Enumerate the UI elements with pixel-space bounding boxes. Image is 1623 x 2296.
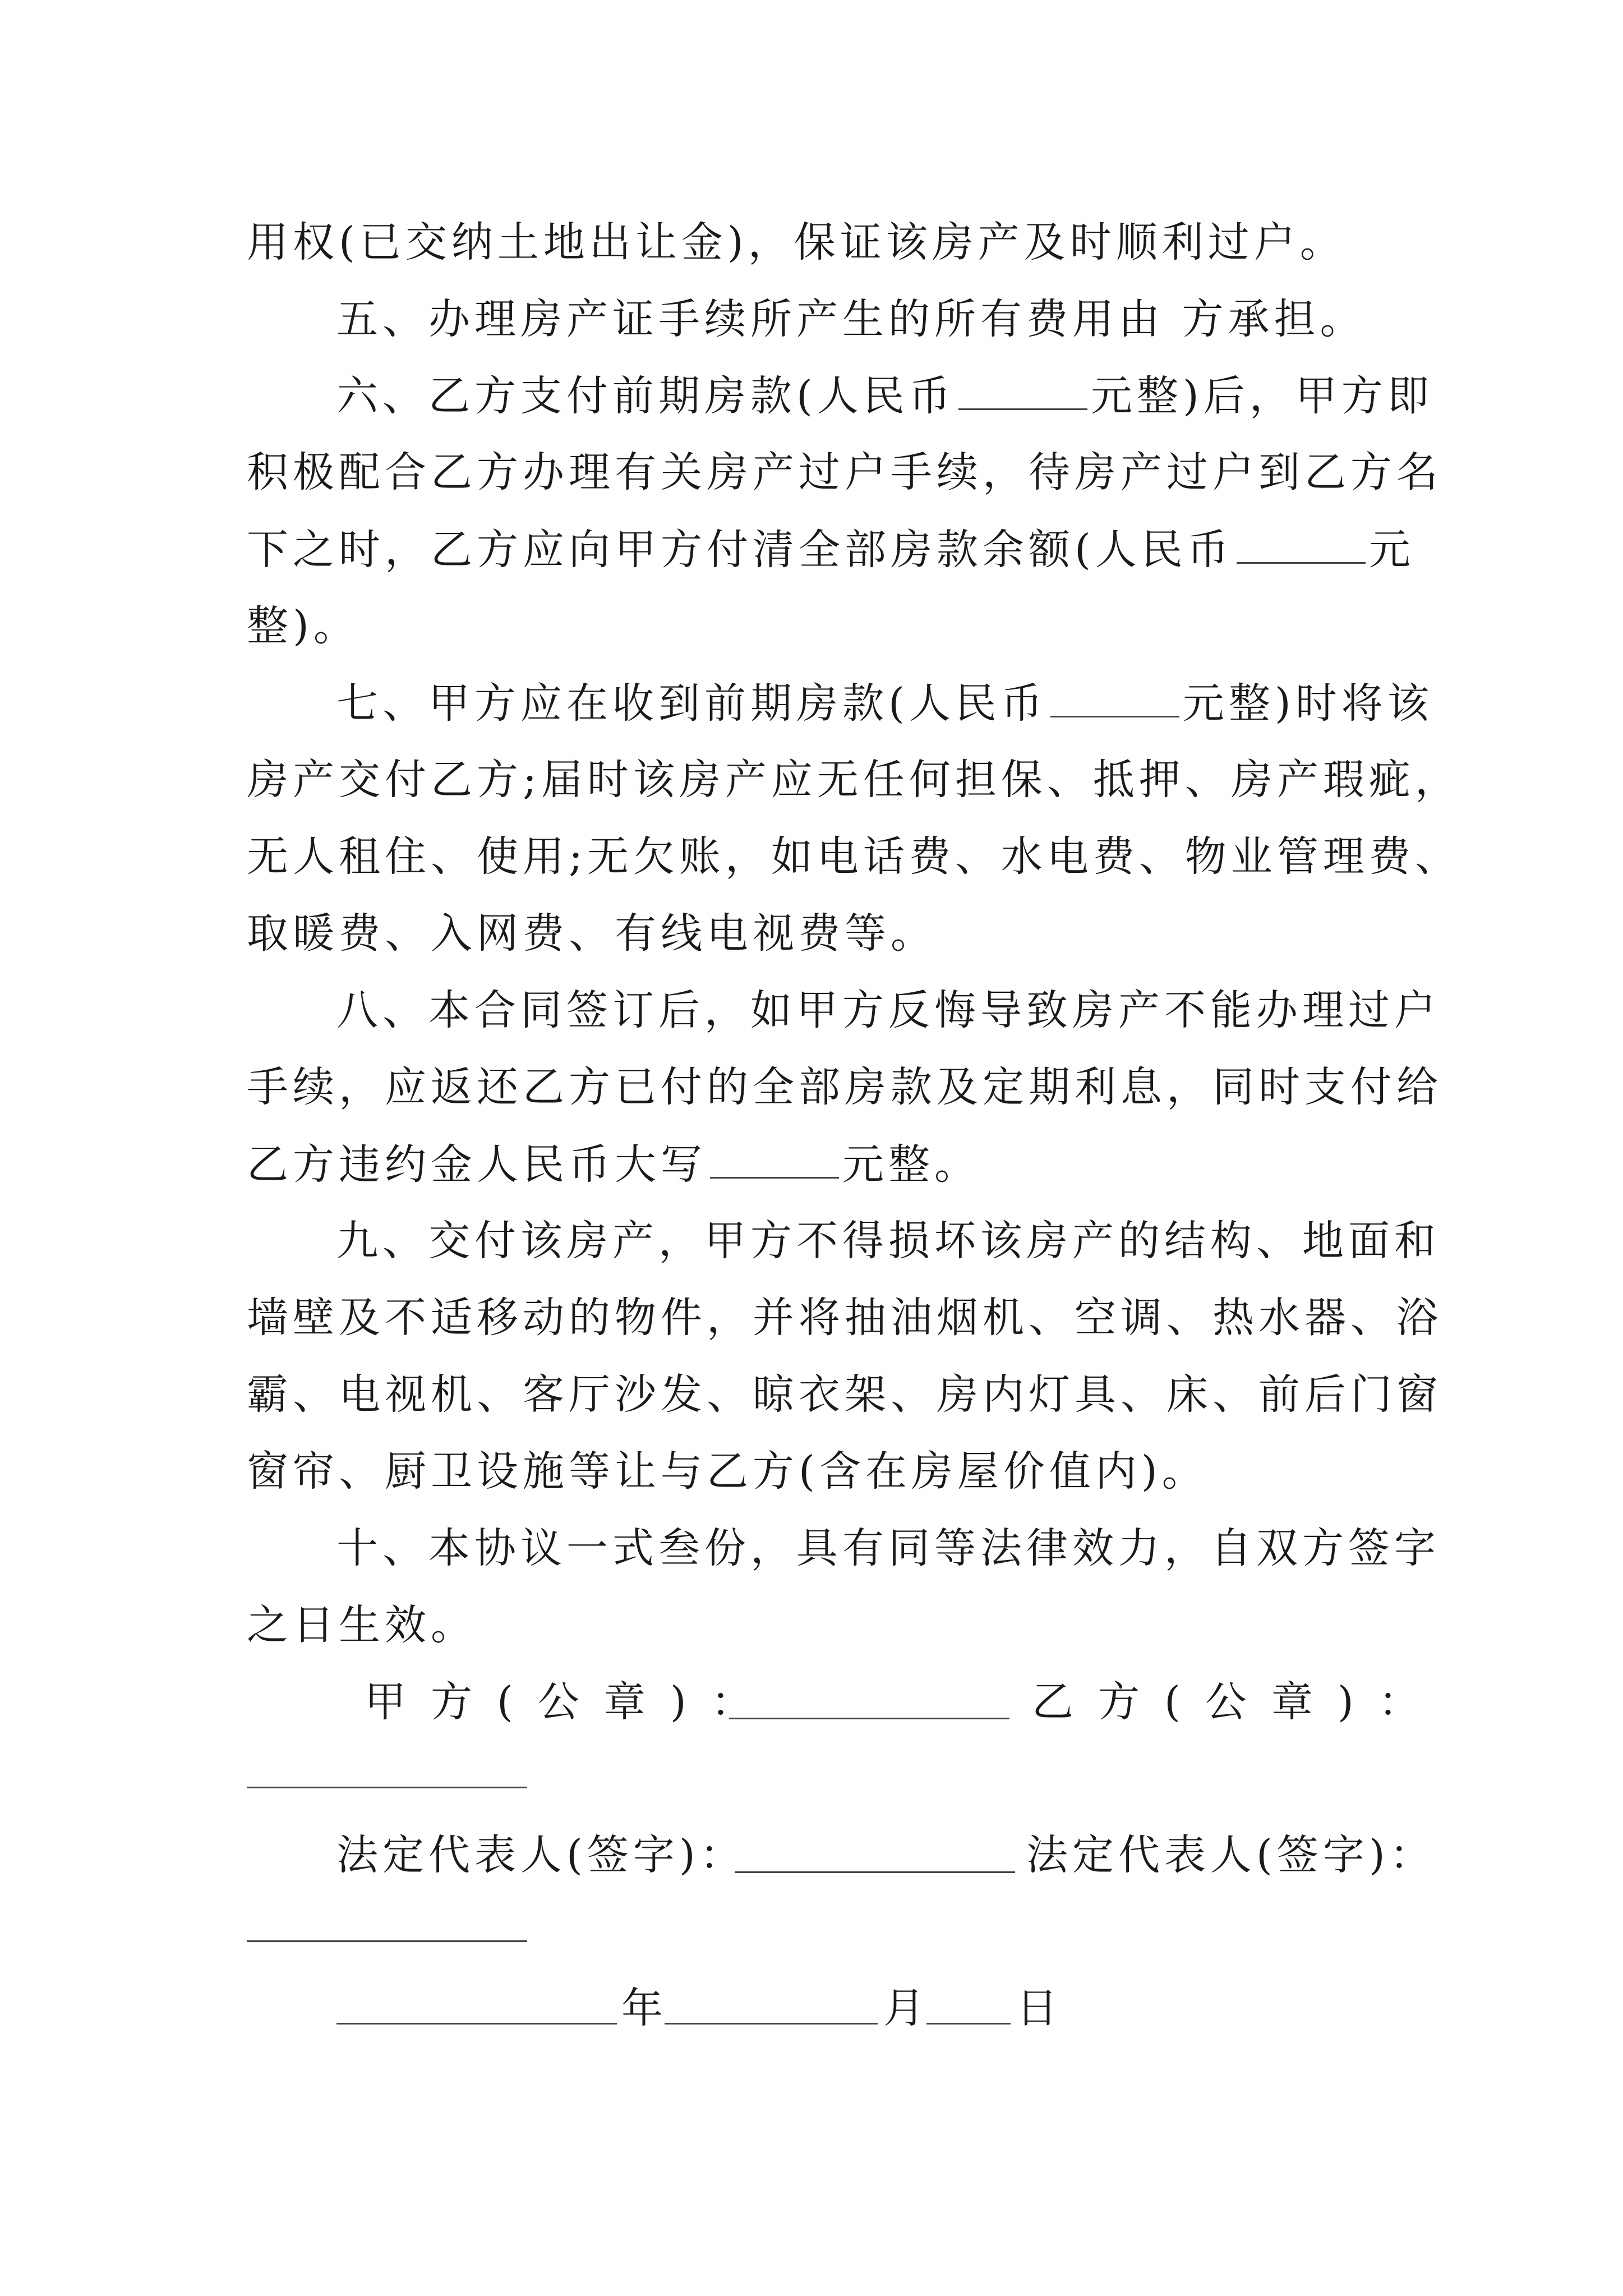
day-label: 日 — [1016, 1984, 1062, 2032]
year-label: 年 — [621, 1984, 667, 2032]
rep-a-signature-blank — [735, 1871, 1015, 1873]
clause-8-text-b: 元整。 — [842, 1140, 980, 1189]
party-a-seal-blank — [729, 1718, 1009, 1719]
clause-6-text-a: 六、乙方支付前期房款(人民币 — [336, 372, 955, 420]
party-b-seal-label: 乙方(公章)： — [1032, 1678, 1445, 1726]
clause-6-line-1 — [336, 372, 1433, 420]
party-b-seal-blank — [247, 1787, 527, 1788]
clause-7-text-a: 七、甲方应在收到前期房款(人民币 — [336, 679, 1047, 728]
party-a-seal-label: 甲方(公章)： — [365, 1678, 777, 1726]
blank-balance-amount — [1237, 528, 1366, 564]
clause-6-text-c: 下之时，乙方应向甲方付清全部房款余额(人民币 — [247, 526, 1233, 574]
clause-10-line-2: 之日生效。 — [247, 1601, 477, 1649]
clause-8-line-1: 八、本合同签订后，如甲方反悔导致房产不能办理过户 — [336, 986, 1440, 1034]
rep-b-label: 法定代表人(签字)： — [1026, 1831, 1436, 1879]
clause-7-line-4: 取暖费、入网费、有线电视费等。 — [247, 909, 937, 958]
clause-7-line-3: 无人租住、使用;无欠账，如电话费、水电费、物业管理费、 — [247, 832, 1461, 881]
clause-7-text-b: 元整)时将该 — [1182, 679, 1433, 728]
day-blank — [926, 2023, 1011, 2024]
blank-prepayment-amount — [958, 375, 1087, 410]
clause-6-line-3 — [247, 526, 1415, 574]
clause-7-line-1 — [336, 679, 1433, 728]
clause-8-line-2: 手续，应返还乙方已付的全部房款及定期利息，同时支付给 — [247, 1063, 1442, 1111]
year-blank — [336, 2023, 617, 2024]
clause-6-text-d: 元 — [1368, 526, 1415, 574]
blank-penalty-amount — [710, 1143, 839, 1179]
clause-6-line-2: 积极配合乙方办理有关房产过户手续，待房产过户到乙方名 — [247, 448, 1442, 496]
clause-4-continuation: 用权(已交纳土地出让金)，保证该房产及时顺利过户。 — [247, 218, 1346, 266]
clause-6-line-4: 整)。 — [247, 602, 359, 650]
month-blank — [665, 2023, 878, 2024]
clause-9-line-1: 九、交付该房产，甲方不得损坏该房产的结构、地面和 — [336, 1217, 1440, 1265]
rep-b-signature-blank — [247, 1940, 527, 1942]
clause-8-line-3 — [247, 1140, 980, 1189]
clause-6-text-b: 元整)后，甲方即 — [1090, 372, 1433, 420]
clause-10-line-1: 十、本协议一式叁份，具有同等法律效力，自双方签字 — [336, 1524, 1440, 1572]
clause-8-text-a: 乙方违约金人民币大写 — [247, 1140, 707, 1189]
clause-9-line-3: 霸、电视机、客厅沙发、晾衣架、房内灯具、床、前后门窗 — [247, 1370, 1442, 1419]
clause-9-line-4: 窗帘、厨卫设施等让与乙方(含在房屋价值内)。 — [247, 1447, 1208, 1496]
clause-9-line-2: 墙壁及不适移动的物件，并将抽油烟机、空调、热水器、浴 — [247, 1294, 1442, 1342]
month-label: 月 — [883, 1984, 929, 2032]
clause-5: 五、办理房产证手续所产生的所有费用由 方承担。 — [336, 295, 1366, 343]
rep-a-label: 法定代表人(签字)： — [336, 1831, 746, 1879]
blank-prepayment-amount-2 — [1050, 682, 1179, 717]
clause-7-line-2: 房产交付乙方;届时该房产应无任何担保、抵押、房产瑕疵， — [247, 756, 1461, 804]
